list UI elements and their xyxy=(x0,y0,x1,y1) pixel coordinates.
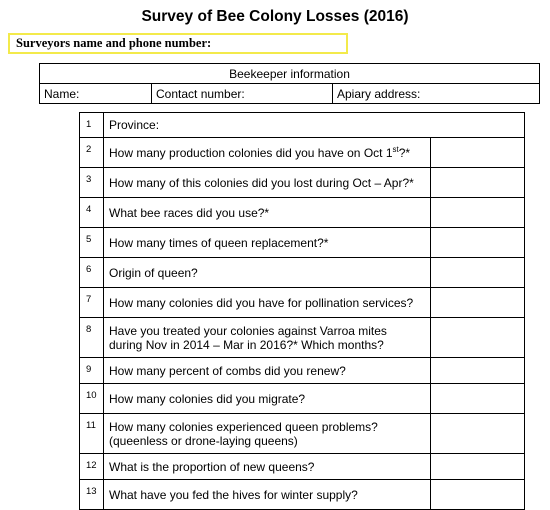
answer-cell[interactable] xyxy=(431,288,525,318)
question-text: What is the proportion of new queens? xyxy=(104,454,431,480)
table-row xyxy=(80,318,525,358)
table-row xyxy=(80,138,525,168)
question-text-line: during Nov in 2014 – Mar in 2016?* Which months? xyxy=(109,337,384,352)
answer-cell[interactable] xyxy=(431,258,525,288)
table-row xyxy=(80,228,525,258)
contact-number-label: Contact number: xyxy=(156,86,245,101)
question-text xyxy=(104,414,431,454)
question-number: 1 xyxy=(80,113,104,138)
table-row xyxy=(80,358,525,384)
apiary-address-label: Apiary address: xyxy=(337,86,421,101)
question-text-sup: st xyxy=(392,144,399,154)
answer-cell[interactable] xyxy=(431,138,525,168)
name-label: Name: xyxy=(44,86,80,101)
question-number: 13 xyxy=(80,480,104,510)
question-text xyxy=(104,318,431,358)
table-row xyxy=(80,258,525,288)
question-text: How many percent of combs did you renew? xyxy=(104,358,431,384)
question-text: What bee races did you use?* xyxy=(104,198,431,228)
question-number: 11 xyxy=(80,414,104,454)
table-row xyxy=(80,384,525,414)
table-row xyxy=(80,454,525,480)
answer-cell[interactable] xyxy=(431,480,525,510)
table-row xyxy=(80,168,525,198)
table-row xyxy=(80,113,525,138)
question-text-main: How many production colonies did you have on Oct 1 xyxy=(109,145,393,160)
beekeeper-info-table xyxy=(39,63,540,104)
question-text-line: How many colonies experienced queen problems? xyxy=(109,419,378,434)
apiary-address-field[interactable] xyxy=(333,84,540,104)
question-text: How many colonies did you migrate? xyxy=(104,384,431,414)
contact-number-field[interactable] xyxy=(152,84,333,104)
question-number: 10 xyxy=(80,384,104,414)
questions-table xyxy=(79,112,525,510)
answer-cell[interactable] xyxy=(431,358,525,384)
question-text: Province: xyxy=(104,113,525,138)
question-text xyxy=(104,138,431,168)
answer-cell[interactable] xyxy=(431,168,525,198)
question-number: 12 xyxy=(80,454,104,480)
table-row xyxy=(80,288,525,318)
answer-cell[interactable] xyxy=(431,454,525,480)
answer-cell[interactable] xyxy=(431,384,525,414)
question-number: 4 xyxy=(80,198,104,228)
question-number: 6 xyxy=(80,258,104,288)
answer-cell[interactable] xyxy=(431,228,525,258)
page-title: Survey of Bee Colony Losses (2016) xyxy=(141,8,409,25)
answer-cell[interactable] xyxy=(431,198,525,228)
question-number: 3 xyxy=(80,168,104,198)
surveyor-label: Surveyors name and phone number: xyxy=(16,36,212,50)
table-row xyxy=(80,480,525,510)
question-text: How many colonies did you have for pollination services? xyxy=(104,288,431,318)
surveyor-field[interactable] xyxy=(8,33,348,54)
question-number: 5 xyxy=(80,228,104,258)
question-text: What have you fed the hives for winter supply? xyxy=(104,480,431,510)
question-text: How many times of queen replacement?* xyxy=(104,228,431,258)
beekeeper-info-heading: Beekeeper information xyxy=(40,64,540,84)
question-text-end: ?* xyxy=(398,145,411,160)
table-row xyxy=(80,198,525,228)
table-row xyxy=(80,414,525,454)
question-text: Origin of queen? xyxy=(104,258,431,288)
question-number: 9 xyxy=(80,358,104,384)
answer-cell[interactable] xyxy=(431,318,525,358)
question-text-line: Have you treated your colonies against Varroa mites xyxy=(109,323,387,338)
question-number: 8 xyxy=(80,318,104,358)
question-number: 2 xyxy=(80,138,104,168)
name-field[interactable] xyxy=(40,84,152,104)
question-text-line: (queenless or drone-laying queens) xyxy=(109,433,298,448)
question-text: How many of this colonies did you lost during Oct – Apr?* xyxy=(104,168,431,198)
answer-cell[interactable] xyxy=(431,414,525,454)
question-number: 7 xyxy=(80,288,104,318)
